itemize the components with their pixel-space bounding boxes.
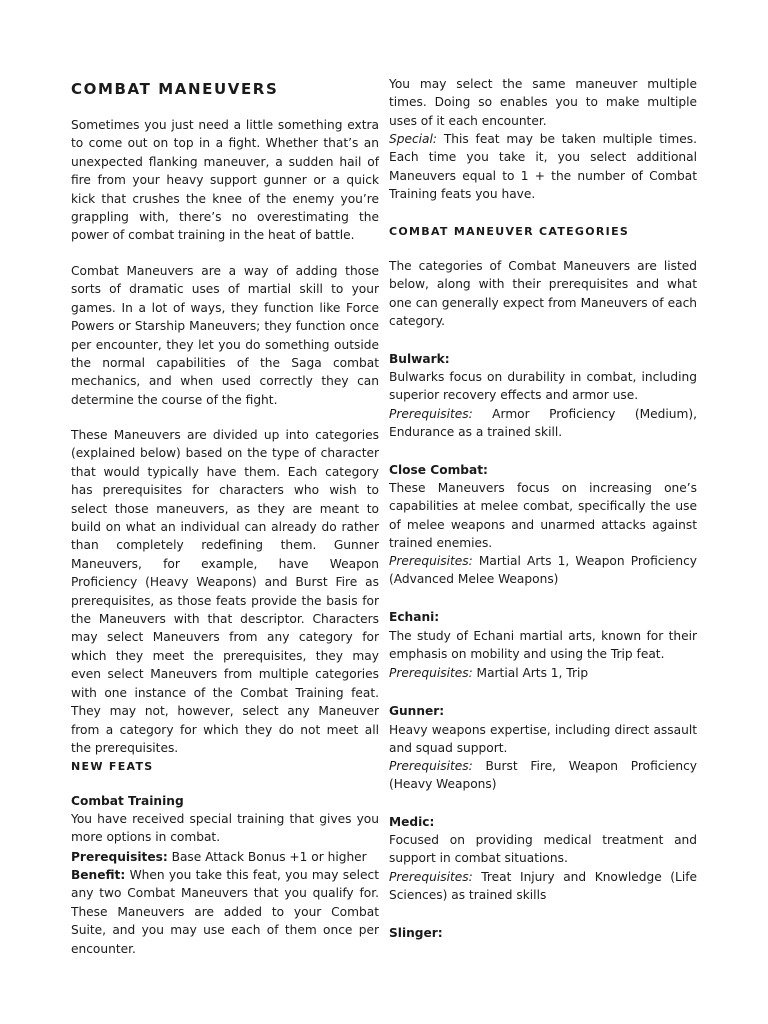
category-name: Medic: [389,815,435,829]
prereq-text: Martial Arts 1, Weapon Proficiency (Advanced Melee Weapons) [389,554,697,587]
category-name: Slinger: [389,926,443,940]
section-title: COMBAT MANEUVERS [71,80,279,98]
prereq-label: Prerequisites: [389,759,473,773]
new-feats-heading: NEW FEATS [71,760,154,773]
feat-description: You have received special training that gives you more options in combat. [71,812,379,845]
special-label: Special: [389,132,438,146]
feat-continued-text: You may select the same maneuver multiple times. Doing so enables you to make multiple uses of it each encounter. [389,77,697,128]
prereq-label: Prerequisites: [389,407,473,421]
special-text: This feat may be taken multiple times. Each time you take it, you select additional Maneuvers equal to 1 + the number of Combat Training feats you have. [389,132,697,202]
feat-name: Combat Training [71,794,184,808]
category-prerequisites [389,664,697,682]
category-description: Focused on providing medical treatment and support in combat situations. [389,833,697,866]
category-prerequisites [389,757,697,794]
category-description: These Maneuvers focus on increasing one’s capabilities at melee combat, specifically the use of melee weapons and unarmed attacks against trained enemies. [389,481,697,551]
prereq-label: Prerequisites: [71,850,168,864]
category-description: Heavy weapons expertise, including direct assault and squad support. [389,723,697,756]
prereq-text: Base Attack Bonus +1 or higher [167,850,367,864]
benefit-text: When you take this feat, you may select any two Combat Maneuvers that you qualify for. These Maneuvers are added to your Combat Suite, and you may use each of them once per encounter. [71,868,379,956]
categories-heading: COMBAT MANEUVER CATEGORIES [389,225,630,238]
category-description: Bulwarks focus on durability in combat, including superior recovery effects and armor use. [389,370,697,403]
category-name: Close Combat: [389,463,488,477]
prereq-text: Treat Injury and Knowledge (Life Sciences) as trained skills [389,870,697,903]
prereq-label: Prerequisites: [389,554,473,568]
prereq-text: Burst Fire, Weapon Proficiency (Heavy Weapons) [389,759,697,792]
category-prerequisites [389,405,697,442]
intro-paragraph-1: Sometimes you just need a little something extra to come out on top in a fight. Whether that’s an unexpected flanking maneuver, a sudden hail of fire from your heavy support gunner or a quick kick that crushes the knee of the enemy you’re grappling with, there’s no overestimating the power of combat training in the heat of battle. [71,118,379,243]
intro-paragraph-3: These Maneuvers are divided up into categories (explained below) based on the type of character that would typically have them. Each category has prerequisites for characters who wish to select those maneuvers, as they are meant to build on what an individual can already do rather than completely redefining them. Gunner Maneuvers, for example, have Weapon Proficiency (Heavy Weapons) and Burst Fire as prerequisites, as those feats provide the basis for the Maneuvers with that descriptor. Characters may select Maneuvers from any category for which they meet the prerequisites, they may even select Maneuvers from multiple categories with one instance of the Combat Training feat. They may not, however, select any Maneuver from a category for which they do not meet all the prerequisites. [71,428,379,755]
category-prerequisites [389,552,697,589]
feat-special [389,130,697,204]
prereq-label: Prerequisites: [389,666,473,680]
prereq-label: Prerequisites: [389,870,473,884]
feat-benefit [71,866,379,958]
prereq-text: Armor Proficiency (Medium), Endurance as a trained skill. [389,407,697,440]
category-prerequisites [389,868,697,905]
intro-paragraph-2: Combat Maneuvers are a way of adding those sorts of dramatic uses of martial skill to your games. In a lot of ways, they function like Force Powers or Starship Maneuvers; they function once per encounter, they let you do something outside the normal capabilities of the Saga combat mechanics, and when used correctly they can determine the course of the fight. [71,264,379,407]
category-name: Echani: [389,610,440,624]
feat-prerequisites [71,848,379,866]
prereq-text: Martial Arts 1, Trip [472,666,589,680]
categories-intro: The categories of Combat Maneuvers are listed below, along with their prerequisites and what one can generally expect from Maneuvers of each category. [389,259,697,329]
category-name: Bulwark: [389,352,450,366]
category-name: Gunner: [389,704,445,718]
category-description: The study of Echani martial arts, known for their emphasis on mobility and using the Trip feat. [389,629,697,662]
benefit-label: Benefit: [71,868,126,882]
